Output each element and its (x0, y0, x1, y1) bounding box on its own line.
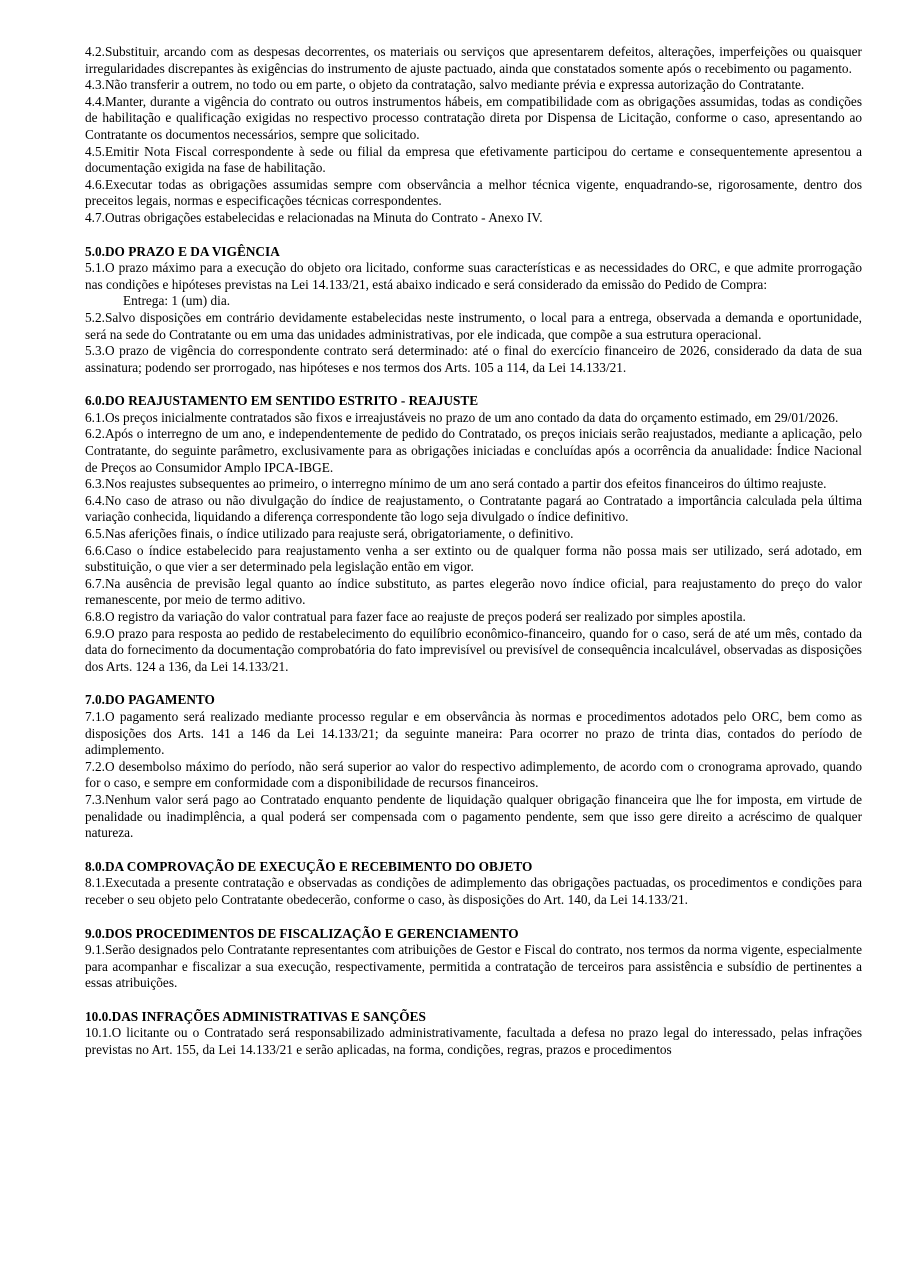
indented-item: Entrega: 1 (um) dia. (123, 293, 231, 309)
section-heading: 9.0.DOS PROCEDIMENTOS DE FISCALIZAÇÃO E GERENCIAMENTO (85, 925, 519, 941)
clause-paragraph: 4.4.Manter, durante a vigência do contrato ou outros instrumentos hábeis, em compatibilidade com as obrigações assumidas, todas as condições de habilitação e qualificação exigidas no respectivo processo contratação direta por Dispensa de Licitação, conforme o caso, apresentando ao Contratante os documentos necessários, sempre que solicitado. (85, 93, 862, 142)
section-heading: 7.0.DO PAGAMENTO (85, 692, 215, 708)
clause-paragraph: 4.2.Substituir, arcando com as despesas decorrentes, os materiais ou serviços que apresentarem defeitos, alterações, imperfeições ou quaisquer irregularidades discrepantes às exigências do instrumento de ajuste pactuado, ainda que constatados somente após o recebimento ou pagamento. (85, 44, 862, 76)
clause-paragraph: 8.1.Executada a presente contratação e observadas as condições de adimplemento das obrigações pactuadas, os procedimentos e condições para receber o seu objeto pelo Contratante obedecerão, conforme o caso, às disposições do Art. 140, da Lei 14.133/21. (85, 875, 862, 907)
section-heading: 5.0.DO PRAZO E DA VIGÊNCIA (85, 243, 280, 259)
clause-paragraph: 6.5.Nas aferições finais, o índice utilizado para reajuste será, obrigatoriamente, o definitivo. (85, 526, 574, 542)
clause-paragraph: 7.3.Nenhum valor será pago ao Contratado enquanto pendente de liquidação qualquer obrigação financeira que lhe for imposta, em virtude de penalidade ou inadimplência, a qual poderá ser compensada com o pagamento pendente, sem que isso gere direito a acréscimo de qualquer natureza. (85, 791, 862, 841)
clause-paragraph: 7.1.O pagamento será realizado mediante processo regular e em observância às normas e procedimentos adotados pelo ORC, bem como as disposições dos Arts. 141 a 146 da Lei 14.133/21; da seguinte maneira: Para ocorrer no prazo de trinta dias, contados do período de adimplemento. (85, 708, 862, 758)
clause-paragraph: 6.9.O prazo para resposta ao pedido de restabelecimento do equilíbrio econômico-financeiro, quando for o caso, será de até um mês, contado da data do fornecimento da documentação comprobatória do fato imprevisível ou previsível de consequência incalculável, observadas as disposições dos Arts. 124 a 136, da Lei 14.133/21. (85, 625, 862, 674)
clause-paragraph: 6.8.O registro da variação do valor contratual para fazer face ao reajuste de preços poderá ser realizado por simples apostila. (85, 609, 746, 624)
clause-paragraph: 10.1.O licitante ou o Contratado será responsabilizado administrativamente, facultada a defesa no prazo legal do interessado, pelas infrações previstas no Art. 155, da Lei 14.133/21 e serão aplicadas, na forma, condições, regras, prazos e procedimentos (85, 1025, 862, 1058)
section-heading: 8.0.DA COMPROVAÇÃO DE EXECUÇÃO E RECEBIMENTO DO OBJETO (85, 858, 533, 874)
clause-paragraph: 9.1.Serão designados pelo Contratante representantes com atribuições de Gestor e Fiscal do contrato, nos termos da norma vigente, especialmente para acompanhar e fiscalizar a sua execução, respectivamente, permitida a contratação de terceiros para assistência e subsídio de pertinentes a essas atribuições. (85, 942, 862, 991)
section-heading: 6.0.DO REAJUSTAMENTO EM SENTIDO ESTRITO - REAJUSTE (85, 393, 479, 409)
clause-paragraph: 5.2.Salvo disposições em contrário devidamente estabelecidas neste instrumento, o local para a entrega, observada a demanda e oportunidade, será na sede do Contratante ou em uma das unidades administrativas, por ele indicada, que compõe a sua estrutura operacional. (85, 309, 862, 342)
clause-paragraph: 4.3.Não transferir a outrem, no todo ou em parte, o objeto da contratação, salvo mediante prévia e expressa autorização do Contratante. (85, 77, 805, 93)
clause-paragraph: 4.6.Executar todas as obrigações assumidas sempre com observância a melhor técnica vigente, enquadrando-se, rigorosamente, dentro dos preceitos legais, normas e especificações técnicas correspondentes. (85, 176, 862, 209)
clause-paragraph: 6.6.Caso o índice estabelecido para reajustamento venha a ser extinto ou de qualquer forma não possa mais ser utilizado, será adotado, em substituição, o que vier a ser determinado pela legislação então em vigor. (85, 542, 862, 575)
clause-paragraph: 7.2.O desembolso máximo do período, não será superior ao valor do respectivo adimplemento, de acordo com o cronograma aprovado, quando for o caso, e sempre em conformidade com a disponibilidade de recursos financeiros. (85, 758, 862, 791)
clause-paragraph: 5.3.O prazo de vigência do correspondente contrato será determinado: até o final do exercício financeiro de 2026, considerado da data de sua assinatura; podendo ser prorrogado, nas hipóteses e nos termos dos Arts. 105 a 114, da Lei 14.133/21. (85, 343, 862, 375)
clause-paragraph: 6.3.Nos reajustes subsequentes ao primeiro, o interregno mínimo de um ano será contado a partir dos efeitos financeiros do último reajuste. (85, 476, 827, 492)
clause-paragraph: 6.1.Os preços inicialmente contratados são fixos e irreajustáveis no prazo de um ano contado da data do orçamento estimado, em 29/01/2026. (85, 409, 839, 425)
clause-paragraph: 4.7.Outras obrigações estabelecidas e relacionadas na Minuta do Contrato - Anexo IV. (85, 209, 543, 225)
document-body (85, 44, 862, 1059)
clause-paragraph: 6.7.Na ausência de previsão legal quanto ao índice substituto, as partes elegerão novo índice oficial, para reajustamento do preço do valor remanescente, por meio de termo aditivo. (85, 575, 862, 608)
clause-paragraph: 5.1.O prazo máximo para a execução do objeto ora licitado, conforme suas características e as necessidades do ORC, e que admite prorrogação nas condições e hipóteses previstas na Lei 14.133/21, está abaixo indicado e será considerado da emissão do Pedido de Compra: (85, 260, 862, 292)
section-heading: 10.0.DAS INFRAÇÕES ADMINISTRATIVAS E SANÇÕES (85, 1008, 426, 1024)
clause-paragraph: 6.4.No caso de atraso ou não divulgação do índice de reajustamento, o Contratante pagará ao Contratado a importância calculada pela última variação conhecida, liquidando a diferença correspondente tão logo seja divulgado o índice definitivo. (85, 492, 862, 525)
clause-paragraph: 6.2.Após o interregno de um ano, e independentemente de pedido do Contratado, os preços iniciais serão reajustados, mediante a aplicação, pelo Contratante, do seguinte parâmetro, exclusivamente para as obrigações iniciadas e concluídas após a ocorrência da anualidade: Índice Nacional de Preços ao Consumidor Amplo IPCA-IBGE. (85, 426, 862, 475)
clause-paragraph: 4.5.Emitir Nota Fiscal correspondente à sede ou filial da empresa que efetivamente participou do certame e consequentemente apresentou a documentação exigida na fase de habilitação. (85, 143, 862, 176)
